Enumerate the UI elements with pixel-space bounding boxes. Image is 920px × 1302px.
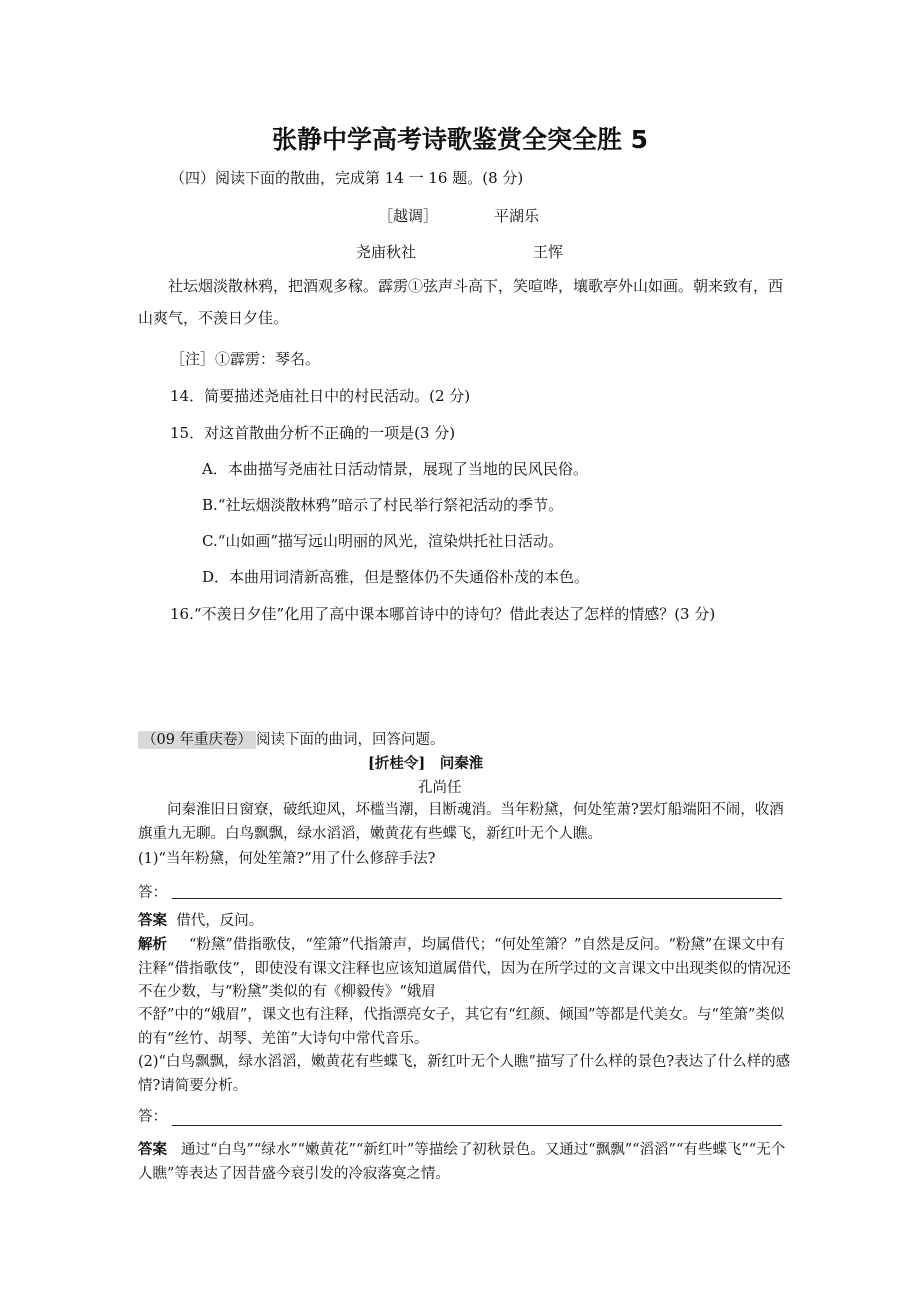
page-title: 张静中学高考诗歌鉴赏全突全胜 5 [271, 125, 649, 154]
option-b: B.“社坛烟淡散林鸦”暗示了村民举行祭祀活动的季节。 [202, 496, 564, 514]
answer-1-label: 答案 [138, 912, 167, 929]
answer-2-label: 答案 [138, 1141, 167, 1158]
answer-1-text: 借代，反问。 [176, 913, 264, 929]
poem-title: 尧庙秋社 [356, 243, 417, 261]
question-15: 15．对这首散曲分析不正确的一项是(3 分) [170, 424, 456, 442]
tune-name: 平湖乐 [494, 207, 540, 225]
analysis-label: 解析 [138, 936, 167, 953]
analysis-text: “粉黛”借指歌伎，“笙箫”代指箫声，均属借代；“何处笙箫？”自然是反问。“粉黛”在课文中有注释“借指歌伎”，即使没有课文注释也应该知道属借代，因为在所学过的文言课文中出现类似的情况还不在少数，与“粉黛”类似的有《柳毅传》“娥眉 [138, 937, 791, 1000]
analysis-cont: 不舒”中的“娥眉”，课文也有注释，代指漂亮女子，其它有“红颜、倾国”等都是代美女。与“笙箫”类似的有“丝竹、胡琴、羌笛”大诗句中常代音乐。 [138, 1007, 785, 1047]
option-c: C.“山如画”描写远山明丽的风光，渲染烘托社日活动。 [202, 532, 564, 550]
poem-text: 社坛烟淡散林鸦，把酒观多稼。霹雳①弦声斗高下，笑喧哗，壤歌亭外山如画。朝来致有，西山爽气，不羡日夕佳。 [138, 277, 784, 327]
answer-label-1: 答： [138, 885, 167, 901]
answer-2 [138, 1138, 792, 1186]
source-tag: （09 年重庆卷） [138, 731, 256, 749]
answer-label-2: 答： [138, 1109, 167, 1125]
question-16: 16.“不羡日夕佳”化用了高中课本哪首诗中的诗句？借此表达了怎样的情感？(3 分) [170, 605, 716, 623]
answer-1 [138, 910, 263, 932]
answer-line-2[interactable] [172, 1125, 782, 1126]
answer-line-1[interactable] [172, 898, 782, 899]
question-14: 14．简要描述尧庙社日中的村民活动。(2 分) [170, 387, 471, 405]
part5-intro: 阅读下面的曲词，回答问题。 [256, 732, 445, 748]
part4-intro: （四）阅读下面的散曲，完成第 14 一 16 题。(8 分) [170, 169, 524, 187]
sub-question-2: (2)“白鸟飘飘，绿水滔滔，嫩黄花有些蝶飞，新红叶无个人瞧”描写了什么样的景色?表达了什么样的感情?请简要分析。 [138, 1054, 791, 1094]
poem-note: ［注］①霹雳：琴名。 [170, 350, 321, 368]
poem-author: 王恽 [533, 243, 564, 261]
qu-title: [折桂令] 问秦淮 [368, 755, 484, 772]
qu-text: 问秦淮旧日窗寮，破纸迎风，坏槛当潮，目断魂消。当年粉黛，何处笙萧?罢灯船端阳不闹，收酒旗重九无聊。白鸟飘飘，绿水滔滔，嫩黄花有些蝶飞，新红叶无个人瞧。 [138, 802, 784, 842]
sub-question-1: (1)“当年粉黛，何处笙箫?”用了什么修辞手法? [138, 851, 436, 867]
qu-author: 孔尚任 [418, 780, 462, 796]
part5-header [138, 729, 445, 751]
analysis [138, 933, 792, 1005]
answer-2-text: 通过“白鸟”“绿水”“嫩黄花”“新红叶”等描绘了初秋景色。又通过“飘飘”“滔滔”“有些蝶飞”“无个人瞧”等表达了因昔盛今衰引发的冷寂落寞之情。 [138, 1142, 786, 1182]
option-a: A．本曲描写尧庙社日活动情景，展现了当地的民风民俗。 [202, 460, 588, 478]
tune-label: ［越调］ [378, 207, 439, 225]
option-d: D．本曲用词清新高雅，但是整体仍不失通俗朴茂的本色。 [202, 568, 590, 586]
